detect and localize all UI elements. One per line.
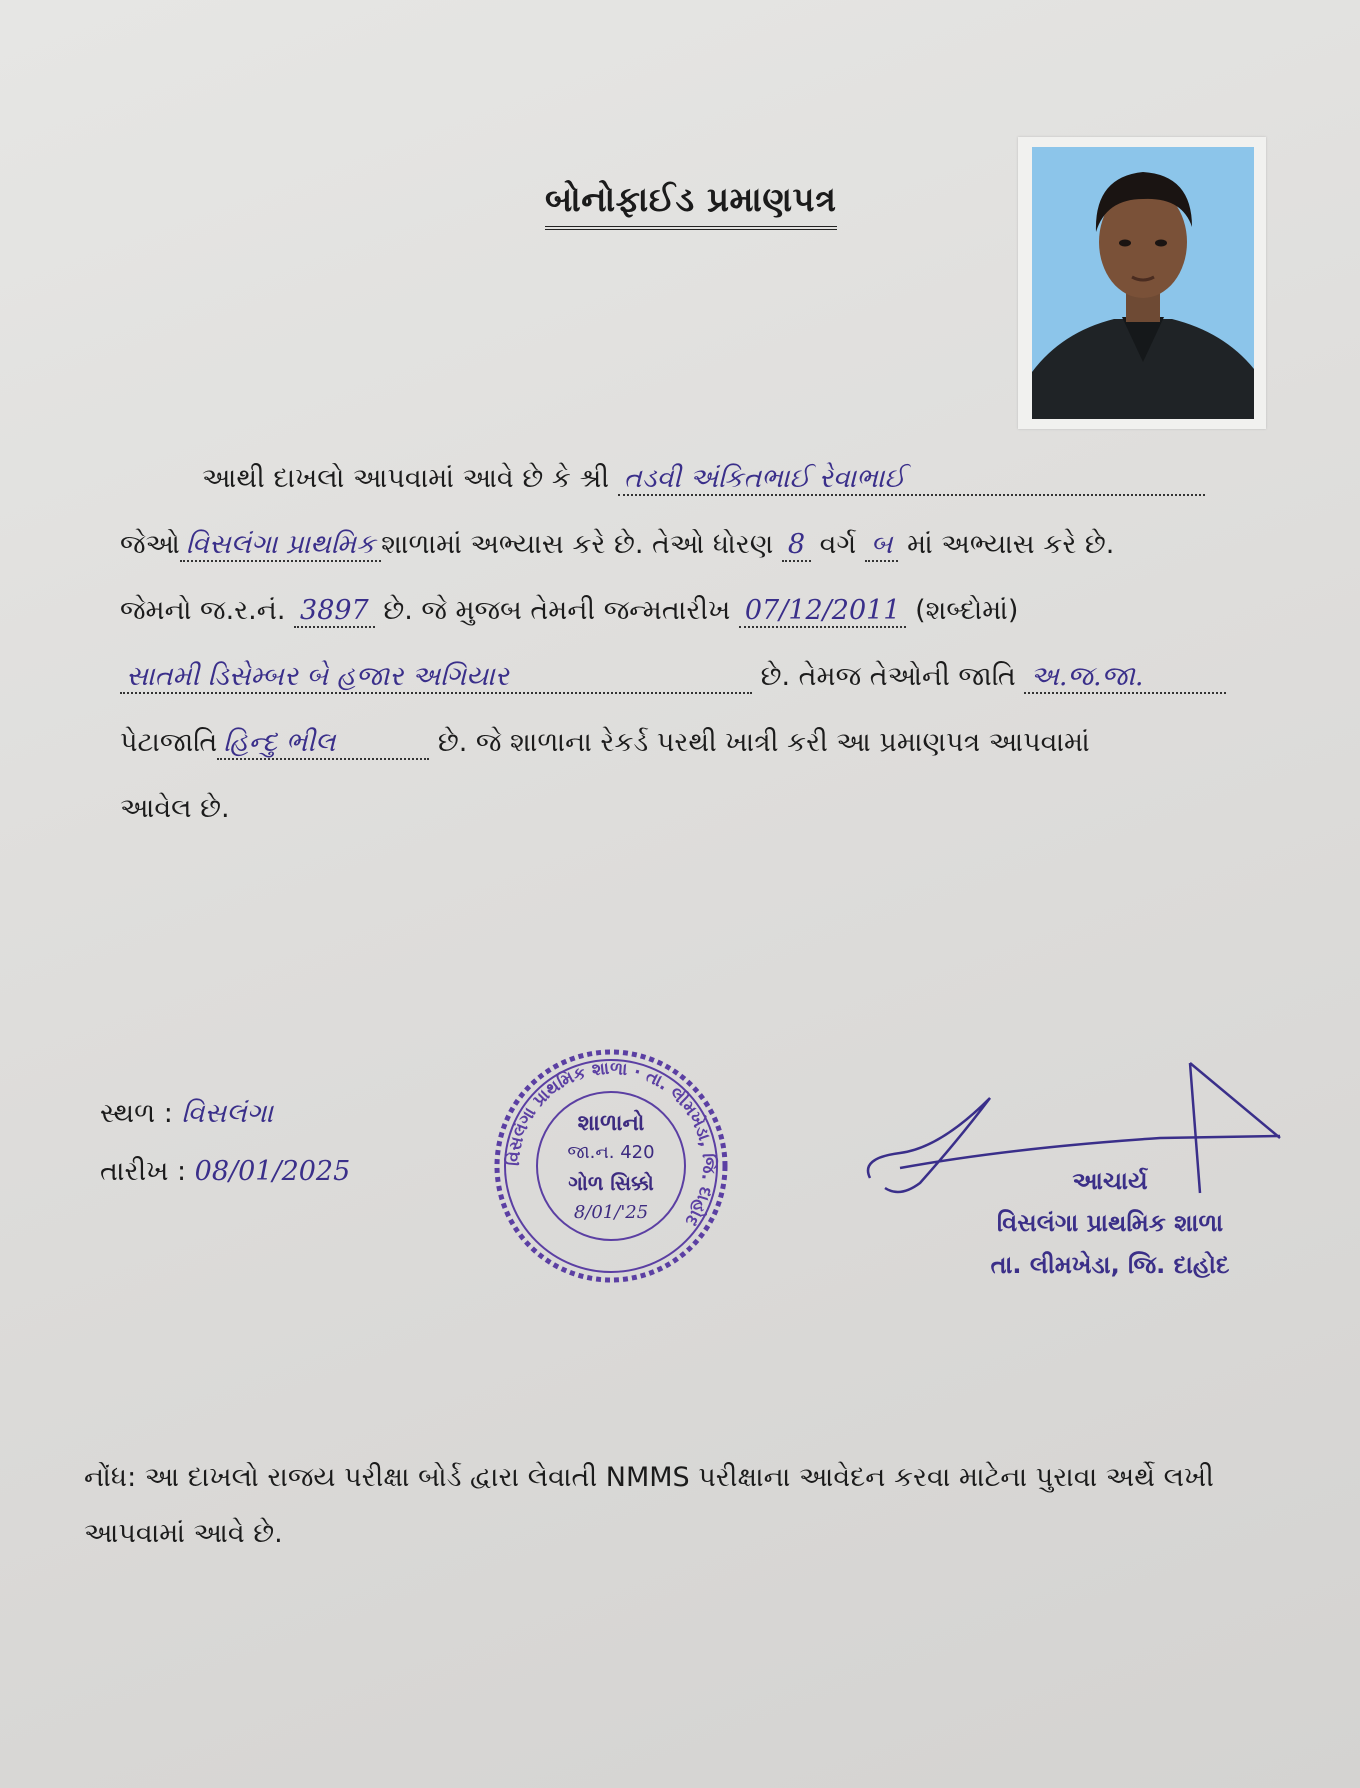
place-date-block xyxy=(100,1085,350,1201)
register-number-field: 3897 xyxy=(294,596,375,628)
note-line-2: આપવામાં આવે છે. xyxy=(84,1518,283,1549)
signatory-address: તા. લીમખેડા, જિ. દાહોદ xyxy=(990,1251,1230,1279)
student-portrait-image xyxy=(1032,147,1254,419)
body-line-6 xyxy=(120,776,1310,842)
division-field: બ xyxy=(865,530,899,562)
seal-line-1: શાળાનો xyxy=(577,1111,645,1136)
body-line-4 xyxy=(120,644,1310,710)
certificate-body xyxy=(120,446,1310,842)
place-label: સ્થળ : xyxy=(100,1098,173,1129)
date-value: 08/01/2025 xyxy=(194,1156,351,1187)
signatory-school: વિસલંગા પ્રાથમિક શાળા xyxy=(996,1209,1224,1237)
line5-suffix: છે. જે શાળાના રેકર્ડ પરથી ખાત્રી કરી આ પ્રમાણપત્ર આપવામાં xyxy=(437,727,1090,758)
line2-mid: શાળામાં અભ્યાસ કરે છે. તેઓ ધોરણ xyxy=(381,529,774,560)
body-line-5 xyxy=(120,710,1310,776)
intro-text: આથી દાખલો આપવામાં આવે છે કે શ્રી xyxy=(202,463,610,494)
place-row xyxy=(100,1085,350,1143)
place-value: વિસલંગા xyxy=(181,1098,273,1129)
in-words-label: (શબ્દોમાં) xyxy=(915,595,1019,626)
school-seal-stamp xyxy=(488,1048,734,1284)
body-line-3 xyxy=(120,578,1310,644)
register-label: જેમનો જ.ર.નં. xyxy=(120,595,286,626)
student-photo xyxy=(1032,147,1254,419)
sub-caste-label: પેટાજાતિ xyxy=(120,727,218,758)
body-line-2 xyxy=(120,512,1310,578)
student-photo-frame xyxy=(1018,137,1266,429)
standard-field: 8 xyxy=(782,530,811,562)
line2-prefix: જેઓ xyxy=(120,529,180,560)
certificate-note xyxy=(84,1450,1284,1562)
student-name-field: તડવી અંકિતભાઈ રેવાભાઈ xyxy=(618,464,1205,496)
birth-date-words-field: સાતમી ડિસેમ્બર બે હજાર અગિયાર xyxy=(120,662,752,694)
seal-line-4: 8/01/'25 xyxy=(573,1202,649,1223)
seal-ring-text: વિસલંગા પ્રાથમિક શાળા · તા. લીમખેડા, જિ. દાહોદ xyxy=(503,1058,719,1230)
sub-caste-field: હિન્દુ ભીલ xyxy=(217,728,429,760)
signatory-role: આચાર્ય xyxy=(1072,1167,1148,1195)
seal-line-2: જા.ન. 420 xyxy=(567,1142,655,1163)
date-label: તારીખ : xyxy=(100,1156,187,1187)
birth-date-field: 07/12/2011 xyxy=(739,596,907,628)
line2-class-label: વર્ગ xyxy=(819,529,857,560)
body-line-1 xyxy=(120,446,1310,512)
seal-line-3: ગોળ સિક્કો xyxy=(568,1171,654,1195)
school-name-field: વિસલંગા પ્રાથમિક xyxy=(180,530,381,562)
caste-field: અ.જ.જા. xyxy=(1024,662,1226,694)
line3-mid: છે. જે મુજબ તેમની જન્મતારીખ xyxy=(383,595,731,626)
line4-mid: છે. તેમજ તેઓની જાતિ xyxy=(760,661,1016,692)
date-row xyxy=(100,1143,350,1201)
certificate-title: બોનોફાઈડ પ્રમાણપત્ર xyxy=(545,180,837,230)
signatory-block xyxy=(960,1160,1260,1286)
line6-text: આવેલ છે. xyxy=(120,793,230,824)
note-line-1: નોંધ: આ દાખલો રાજય પરીક્ષા બોર્ડ દ્વારા લેવાતી NMMS પરીક્ષાના આવેદન કરવા માટેના પુરાવા અર્થે લખી xyxy=(84,1462,1214,1493)
line2-suffix: માં અભ્યાસ કરે છે. xyxy=(907,529,1115,560)
